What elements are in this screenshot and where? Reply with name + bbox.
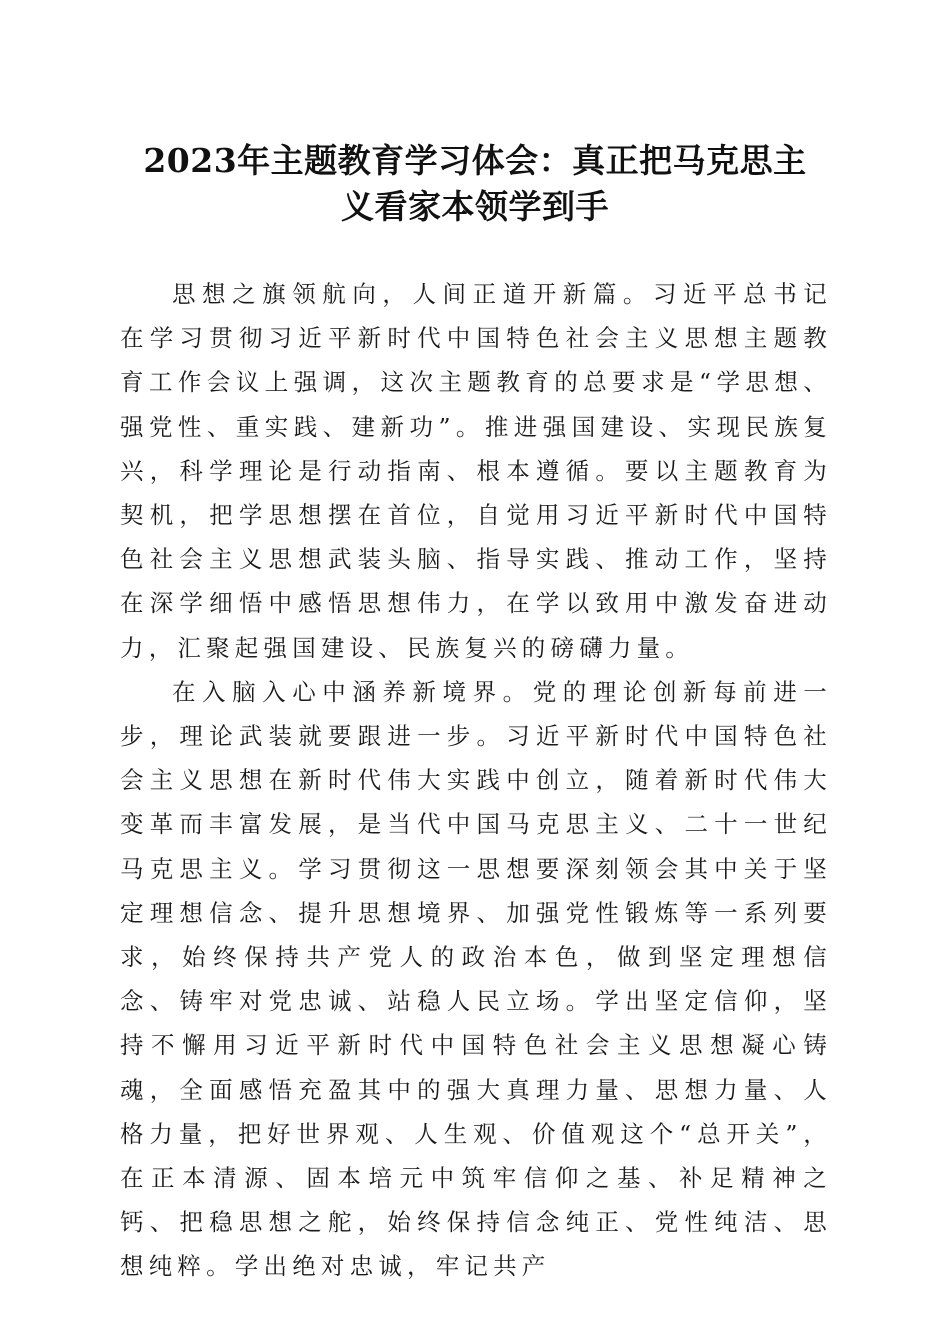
paragraph-1: 思想之旗领航向，人间正道开新篇。习近平总书记在学习贯彻习近平新时代中国特色社会主义思想主题教育工作会议上强调，这次主题教育的总要求是“学思想、强党性、重实践、建新功”。推进强国建设、实现民族复兴，科学理论是行动指南、根本遵循。要以主题教育为契机，把学思想摆在首位，自觉用习近平新时代中国特色社会主义思想武装头脑、指导实践、推动工作，坚持在深学细悟中感悟思想伟力，在学以致用中激发奋进动力，汇聚起强国建设、民族复兴的磅礴力量。 bbox=[120, 280, 832, 662]
document-body bbox=[120, 272, 832, 1289]
title-line-1: 2023年主题教育学习体会：真正把马克思主 bbox=[143, 141, 807, 180]
document-title bbox=[120, 138, 830, 230]
title-line-2: 义看家本领学到手 bbox=[341, 187, 609, 226]
paragraph-2: 在入脑入心中涵养新境界。党的理论创新每前进一步，理论武装就要跟进一步。习近平新时代中国特色社会主义思想在新时代伟大实践中创立，随着新时代伟大变革而丰富发展，是当代中国马克思主义、二十一世纪马克思主义。学习贯彻这一思想要深刻领会其中关于坚定理想信念、提升思想境界、加强党性锻炼等一系列要求，始终保持共产党人的政治本色，做到坚定理想信念、铸牢对党忠诚、站稳人民立场。学出坚定信仰，坚持不懈用习近平新时代中国特色社会主义思想凝心铸魂，全面感悟充盈其中的强大真理力量、思想力量、人格力量，把好世界观、人生观、价值观这个“总开关”，在正本清源、固本培元中筑牢信仰之基、补足精神之钙、把稳思想之舵，始终保持信念纯正、党性纯洁、思想纯粹。学出绝对忠诚，牢记共产 bbox=[120, 677, 832, 1281]
